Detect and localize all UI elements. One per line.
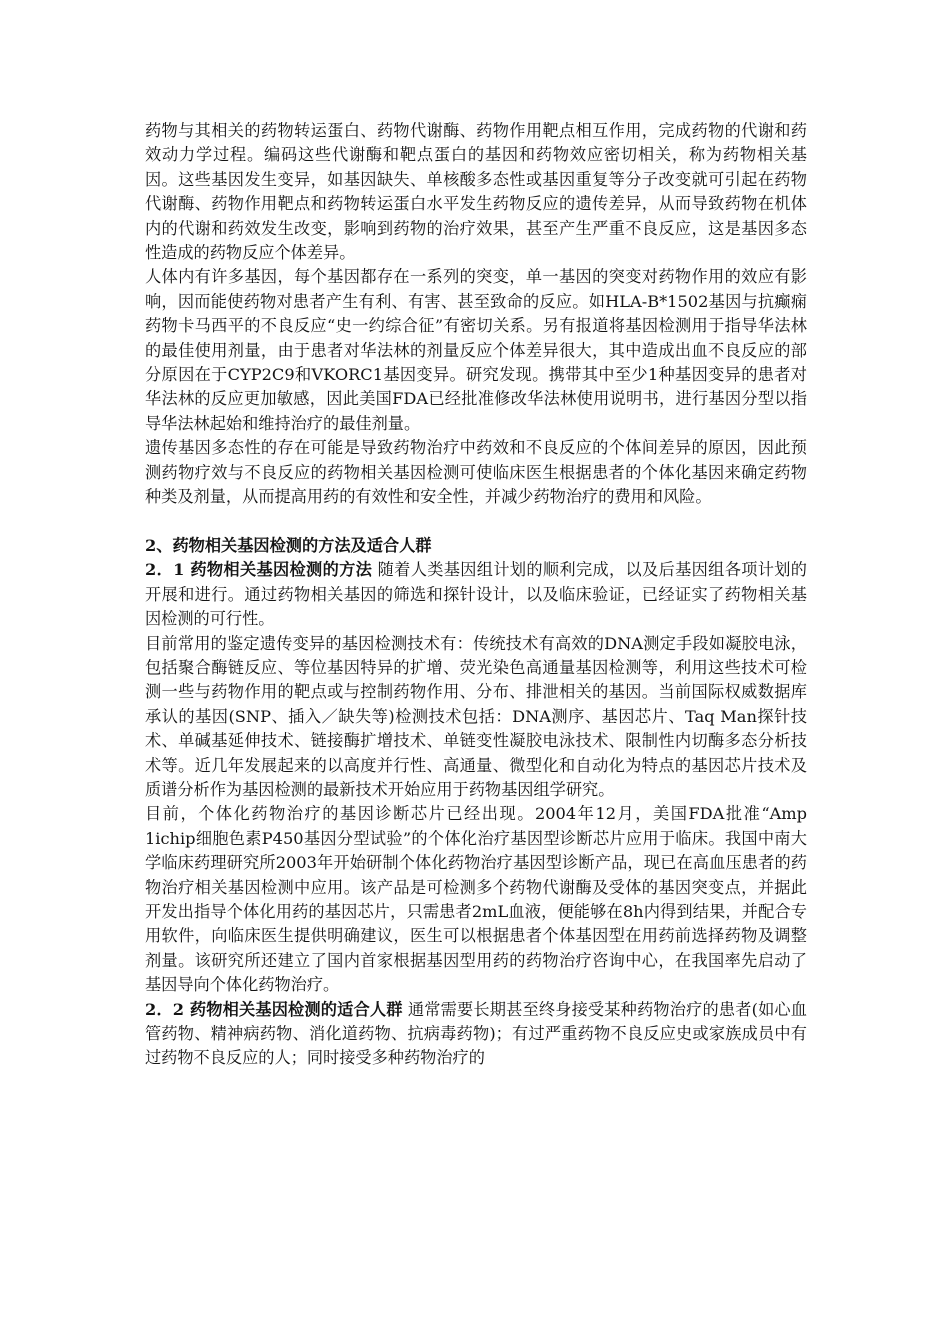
paragraph-detection-methods: [145, 558, 807, 631]
paragraph-detection-techniques: 目前常用的鉴定遗传变异的基因检测技术有：传统技术有高效的DNA测定手段如凝胶电泳，包括聚合酶链反应、等位基因特异的扩增、荧光染色高通量基因检测等，利用这些技术可检测一些与药物作用的靶点或与控制药物作用、分布、排泄相关的基因。当前国际权威数据库承认的基因(SNP、插入／缺失等)检测技术包括：DNA测序、基因芯片、Taq Man探针技术、单碱基延伸技术、链接酶扩增技术、单链变性凝胶电泳技术、限制性内切酶多态分析技术等。近几年发展起来的以高度并行性、高通量、微型化和自动化为特点的基因芯片技术及质谱分析作为基因检测的最新技术开始应用于药物基因组学研究。: [145, 633, 807, 799]
subsection-text-population: 通常需要长期甚至终身接受某种药物治疗的患者(如心血管药物、精神病药物、消化道药物、抗病毒药物)；有过严重药物不良反应史或家族成员中有过药物不良反应的人；同时接受多种药物治疗的: [145, 999, 807, 1068]
paragraph-gene-chip: 目前，个体化药物治疗的基因诊断芯片已经出现。2004年12月，美国FDA批准“Amp 1ichip细胞色素P450基因分型试验”的个体化治疗基因型诊断芯片应用于临床。我国中南大学临床药理研究所2003年开始研制个体化药物治疗基因型诊断产品，现已在高血压患者的药物治疗相关基因检测中应用。该产品是可检测多个药物代谢酶及受体的基因突变点，并据此开发出指导个体化用药的基因芯片，只需患者2mL血液，便能够在8h内得到结果，并配合专用软件，向临床医生提供明确建议，医生可以根据患者个体基因型在用药前选择药物及调整剂量。该研究所还建立了国内首家根据基因型用药的药物治疗咨询中心，在我国率先启动了基因导向个体化药物治疗。: [145, 804, 807, 995]
paragraph-target-population: [145, 998, 807, 1071]
paragraph-polymorphism: 遗传基因多态性的存在可能是导致药物治疗中药效和不良反应的个体间差异的原因，因此预测药物疗效与不良反应的药物相关基因检测可使临床医生根据患者的个体化基因来确定药物种类及剂量，从而提高用药的有效性和安全性，并减少药物治疗的费用和风险。: [145, 438, 807, 507]
paragraph-gene-mutations: 人体内有许多基因，每个基因都存在一系列的突变，单一基因的突变对药物作用的效应有影响，因而能使药物对患者产生有利、有害、甚至致命的反应。如HLA-B*1502基因与抗癫痫药物卡马西平的不良反应“史一约综合征”有密切关系。另有报道将基因检测用于指导华法林的最佳使用剂量，由于患者对华法林的剂量反应个体差异很大，其中造成出血不良反应的部分原因在于CYP2C9和VKORC1基因变异。研究发现。携带其中至少1种基因变异的患者对华法林的反应更加敏感，因此美国FDA已经批准修改华法林使用说明书，进行基因分型以指导华法林起始和维持治疗的最佳剂量。: [145, 267, 807, 433]
document-page: [145, 119, 807, 1071]
subsection-text-methods: 随着人类基因组计划的顺利完成，以及后基因组各项计划的开展和进行。通过药物相关基因的筛选和探针设计，以及临床验证，已经证实了药物相关基因检测的可行性。: [145, 560, 807, 629]
paragraph-drug-metabolism: 药物与其相关的药物转运蛋白、药物代谢酶、药物作用靶点相互作用，完成药物的代谢和药效动力学过程。编码这些代谢酶和靶点蛋白的基因和药物效应密切相关，称为药物相关基因。这些基因发生变异，如基因缺失、单核酸多态性或基因重复等分子改变就可引起在药物代谢酶、药物作用靶点和药物转运蛋白水平发生药物反应的遗传差异，从而导致药物在机体内的代谢和药效发生改变，影响到药物的治疗效果，甚至产生严重不良反应，这是基因多态性造成的药物反应个体差异。: [145, 121, 807, 263]
blank-line: [145, 510, 807, 534]
subsection-heading-methods: 2．1 药物相关基因检测的方法: [145, 560, 373, 580]
section-heading: 2、药物相关基因检测的方法及适合人群: [145, 535, 432, 555]
subsection-heading-population: 2．2 药物相关基因检测的适合人群: [145, 999, 403, 1019]
